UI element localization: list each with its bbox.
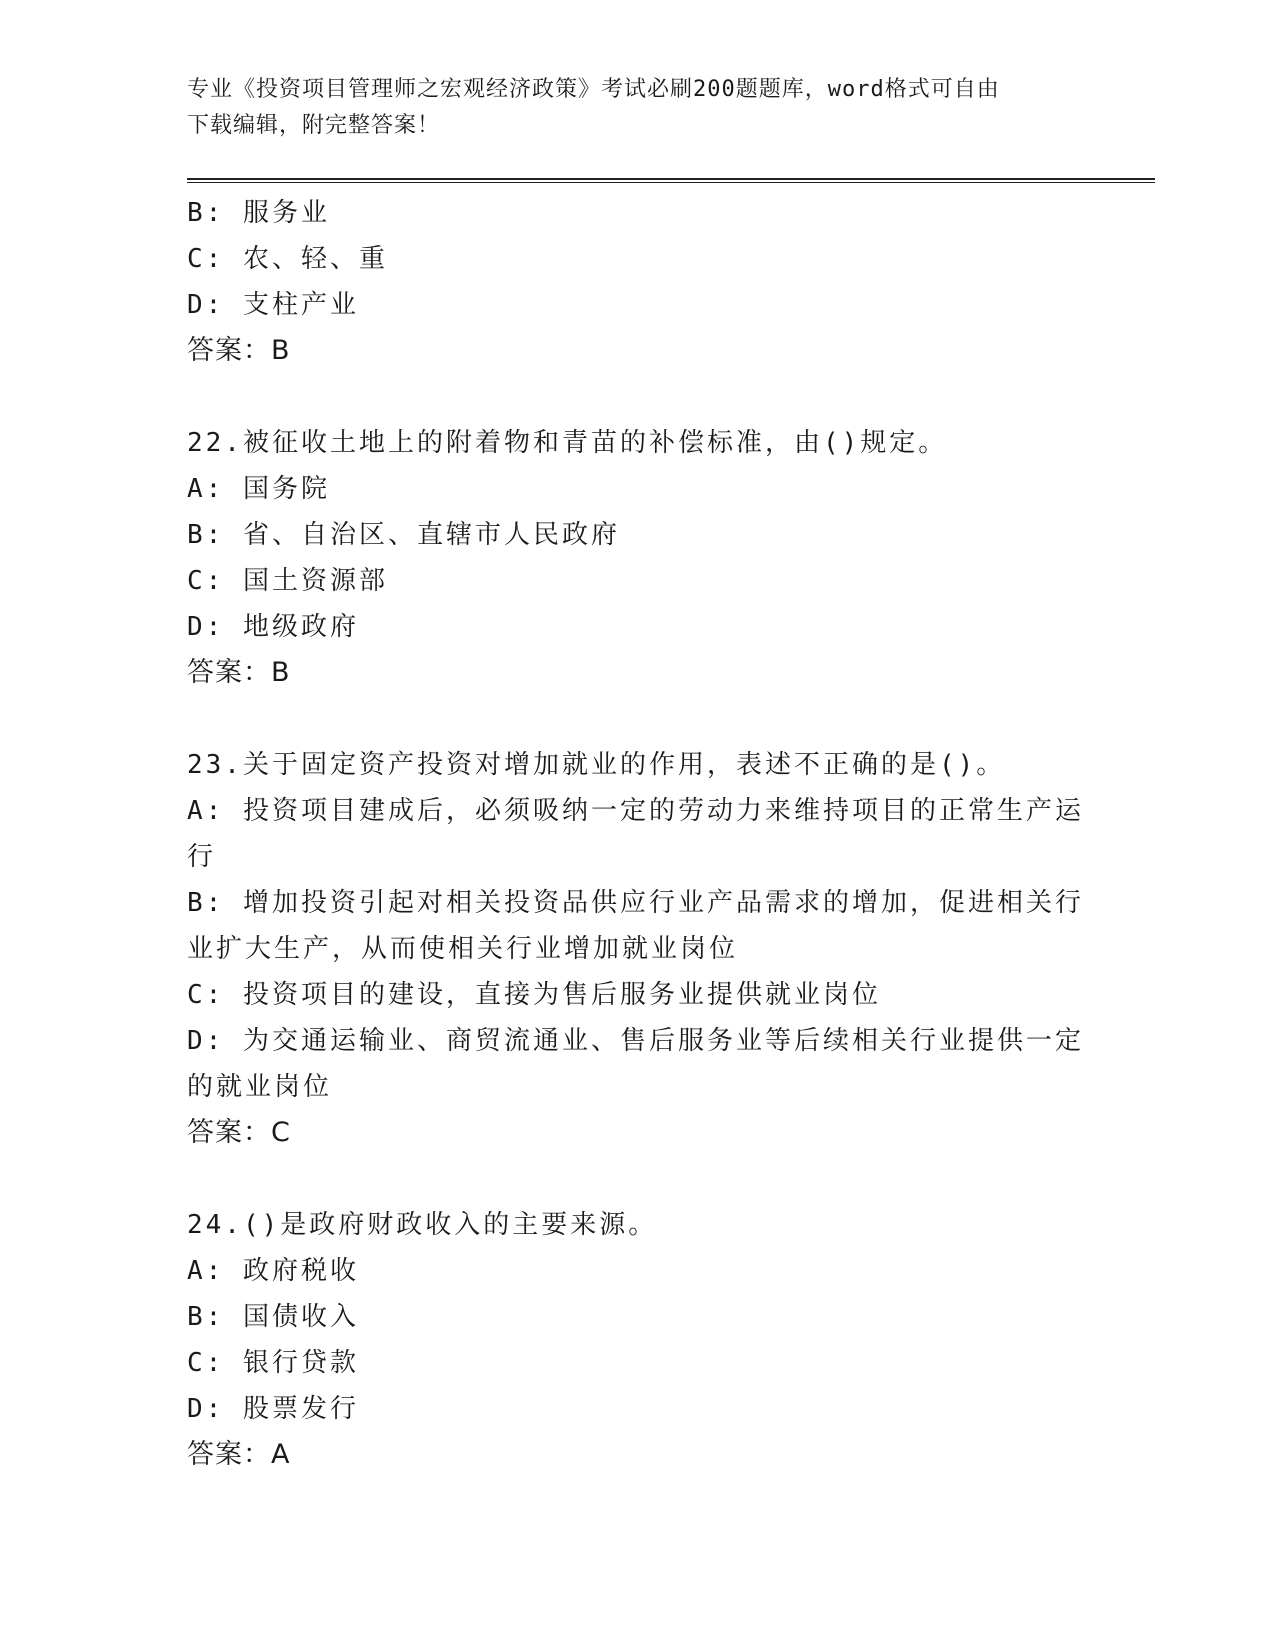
question-22 (187, 420, 1087, 696)
option-b: B: 增加投资引起对相关投资品供应行业产品需求的增加，促进相关行业扩大生产，从而使相关行业增加就业岗位 (187, 888, 1084, 964)
spacer (187, 1156, 1087, 1202)
question-stem: 23.关于固定资产投资对增加就业的作用，表述不正确的是()。 (187, 750, 1006, 780)
option-a: A: 投资项目建成后，必须吸纳一定的劳动力来维持项目的正常生产运行 (187, 796, 1084, 872)
question-24 (187, 1202, 1087, 1478)
answer: 答案：B (187, 657, 291, 688)
spacer (187, 696, 1087, 742)
option-d: D: 支柱产业 (187, 290, 359, 320)
answer: 答案：C (187, 1117, 291, 1148)
option-c: C: 银行贷款 (187, 1348, 359, 1378)
answer: 答案：A (187, 1439, 291, 1470)
question-stem: 22.被征收土地上的附着物和青苗的补偿标准，由()规定。 (187, 428, 948, 458)
option-d: D: 股票发行 (187, 1394, 359, 1424)
option-d: D: 地级政府 (187, 612, 359, 642)
header-line-2: 下载编辑，附完整答案！ (187, 113, 441, 138)
spacer (187, 374, 1087, 420)
question-content (187, 190, 1087, 1478)
option-a: A: 国务院 (187, 474, 330, 504)
option-b: B: 省、自治区、直辖市人民政府 (187, 520, 620, 550)
option-c: C: 国土资源部 (187, 566, 388, 596)
option-d: D: 为交通运输业、商贸流通业、售后服务业等后续相关行业提供一定的就业岗位 (187, 1026, 1084, 1102)
option-a: A: 政府税收 (187, 1256, 359, 1286)
option-b: B: 服务业 (187, 198, 330, 228)
document-header (187, 72, 1067, 144)
option-c: C: 农、轻、重 (187, 244, 388, 274)
option-c: C: 投资项目的建设，直接为售后服务业提供就业岗位 (187, 980, 881, 1010)
option-b: B: 国债收入 (187, 1302, 359, 1332)
question-23 (187, 742, 1087, 1156)
header-line-1: 专业《投资项目管理师之宏观经济政策》考试必刷200题题库，word格式可自由 (187, 77, 1000, 102)
carryover-question (187, 190, 1087, 374)
question-stem: 24.()是政府财政收入的主要来源。 (187, 1210, 658, 1240)
answer: 答案：B (187, 335, 291, 366)
header-divider (187, 178, 1155, 183)
